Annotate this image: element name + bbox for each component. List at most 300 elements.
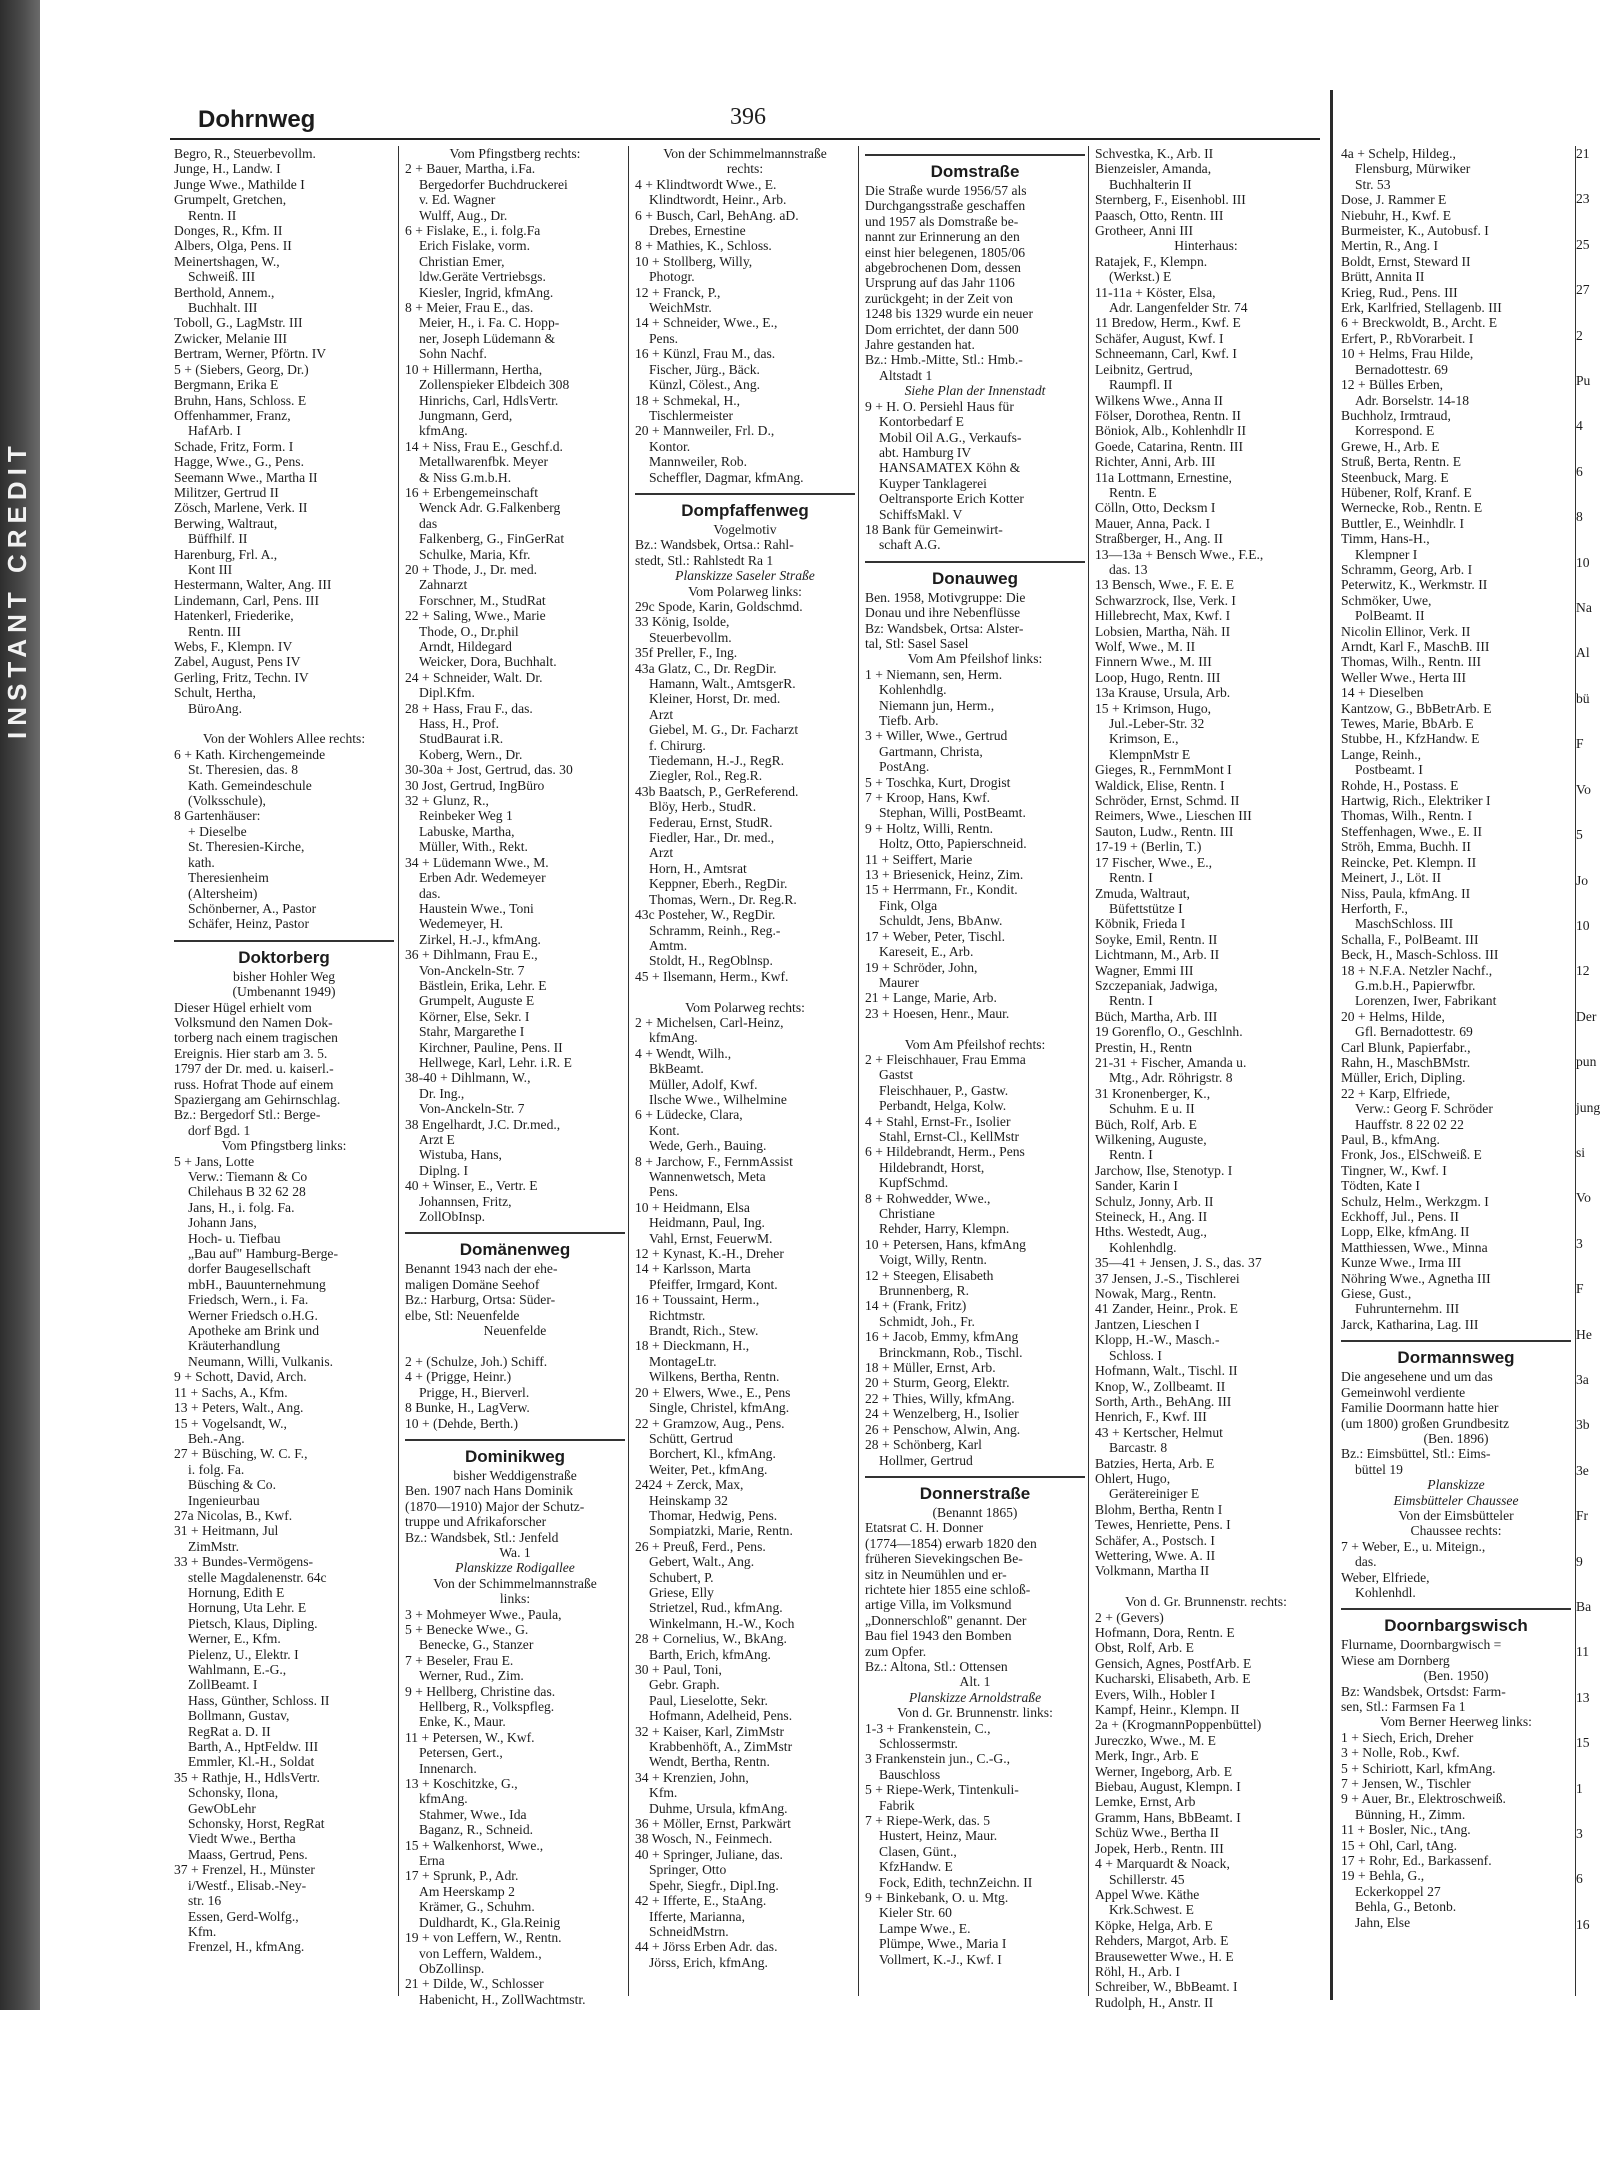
directory-line: Schubert, P. (649, 1569, 714, 1585)
edge-fragment: Der (1576, 1008, 1597, 1024)
directory-line: 20 + Thode, J., Dr. med. (405, 561, 538, 577)
edge-fragment: 3 (1576, 1235, 1583, 1251)
listing-columns (170, 146, 1320, 2010)
directory-line: Bz.: Hmb.-Mitte, Stl.: Hmb.- (865, 352, 1023, 368)
directory-line: artige Villa, im Volksmund (865, 1597, 1012, 1613)
directory-line: Wolf, Wwe., M. II (1095, 639, 1196, 654)
directory-line: Klopp, H.-W., Masch.- (1095, 1332, 1220, 1348)
directory-line: + Dieselbe (188, 823, 247, 839)
directory-line: 28 + Hass, Frau F., das. (405, 700, 533, 716)
edge-fragment: 15 (1576, 1735, 1590, 1751)
directory-line: Stubbe, H., KfzHandw. E (1341, 731, 1480, 747)
directory-line: Schulke, Maria, Kfr. (419, 546, 531, 562)
directory-line: KlempnMstr E (1109, 746, 1191, 762)
directory-line: 18 + Schmekal, H., (635, 392, 741, 408)
edge-fragment: 6 (1576, 1871, 1583, 1887)
directory-line: 29c Spode, Karin, Goldschmd. (635, 598, 803, 614)
directory-line: Giebel, M. G., Dr. Facharzt (649, 722, 799, 738)
directory-line: Klempner I (1355, 546, 1418, 562)
directory-line: stelle Magdalenenstr. 64c (188, 1569, 327, 1585)
directory-line: Cölln, Otto, Decksm I (1095, 500, 1216, 516)
directory-line: ObZollinsp. (419, 1960, 485, 1976)
directory-line: Erfert, P., RbVorarbeit. I (1341, 330, 1474, 346)
directory-line: Schloss. I (1109, 1347, 1162, 1363)
directory-line: Richtmstr. (649, 1307, 706, 1323)
directory-line: Appel Wwe. Käthe (1095, 1886, 1200, 1902)
directory-line: Schalla, F., PolBeamt. III (1341, 931, 1479, 947)
directory-line: Kampf, Heinr., Klempn. II (1095, 1702, 1240, 1718)
directory-line: Lindemann, Carl, Pens. III (174, 592, 319, 608)
directory-line: 36 + Dihlmann, Frau E., (405, 947, 538, 963)
directory-line: Krimson, E., (1109, 731, 1179, 747)
directory-line: Mannweiler, Rob. (649, 454, 747, 470)
directory-line: Schillerstr. 45 (1109, 1871, 1185, 1887)
directory-line: Albers, Olga, Pens. II (174, 238, 292, 254)
directory-line: Böniok, Alb., Kohlenhdlr II (1095, 423, 1247, 439)
directory-line: 43b Baatsch, P., GerReferend. (635, 783, 799, 799)
directory-line: 1797 der Dr. med. u. kaiserl.- (174, 1061, 334, 1077)
directory-line: Finnern Wwe., M. III (1095, 654, 1212, 670)
edge-fragment: 10 (1576, 554, 1590, 570)
directory-line: 30 Jost, Gertrud, IngBüro (405, 777, 545, 793)
directory-line: Horn, H., Amtsrat (649, 860, 747, 876)
directory-line: Emmler, Kl.-H., Soldat (188, 1754, 315, 1770)
directory-line: 7 + Riepe-Werk, das. 5 (865, 1813, 991, 1829)
directory-line: 14 + Karlsson, Marta (635, 1261, 751, 1277)
directory-line: Blöy, Herb., StudR. (649, 799, 757, 815)
directory-line: Maurer (879, 974, 920, 990)
directory-line: Schneemann, Carl, Kwf. I (1095, 346, 1237, 362)
directory-line: elbe, Stl: Neuenfelde (405, 1307, 520, 1323)
directory-line: Schönberner, A., Pastor (188, 900, 317, 916)
directory-line: „Donnerschloß" genannt. Der (865, 1612, 1027, 1628)
directory-line: 17 Fischer, Wwe., E., (1095, 854, 1212, 870)
directory-line: Werner Friedsch o.H.G. (188, 1307, 318, 1323)
directory-line: Jörss, Erich, kfmAng. (649, 1954, 768, 1970)
directory-line: St. Theresien-Kirche, (188, 839, 305, 855)
directory-line: Timm, Hans-H., (1341, 531, 1430, 547)
directory-line: Benecke, G., Stanzer (419, 1637, 534, 1653)
directory-line: Lichtmann, M., Arb. II (1095, 947, 1220, 963)
listing-column-5 (1088, 146, 1321, 2010)
directory-line: Büch, Rolf, Arb. E (1095, 1116, 1197, 1132)
directory-line: tal, Stl: Sasel Sasel (865, 635, 969, 651)
directory-line: i. folg. Fa. (188, 1461, 245, 1477)
directory-line: 41 Zander, Heinr., Prok. E (1095, 1301, 1238, 1317)
directory-line: einst hier belegenen, 1805/06 (865, 244, 1026, 260)
directory-line: 31 Kronenberger, K., (1095, 1085, 1211, 1101)
directory-line: 17-19 + (Berlin, T.) (1095, 839, 1202, 855)
directory-line: Thomas, Wilh., Rentn. III (1341, 654, 1482, 670)
directory-line: Planskizze Rodigallee (455, 1560, 575, 1576)
directory-line: Schulz, Helm., Werkzgm. I (1341, 1193, 1489, 1209)
directory-line: Bz.: Wandsbek, Stl.: Jenfeld (405, 1529, 559, 1545)
directory-line: Essen, Gerd-Wolfg., (188, 1908, 299, 1924)
directory-line: Sauton, Ludw., Rentn. III (1095, 823, 1234, 839)
directory-line: (Umbenannt 1949) (232, 984, 336, 1000)
directory-line: 16 + Künzl, Frau M., das. (635, 346, 776, 362)
directory-line: 9 + Binkebank, O. u. Mtg. (865, 1890, 1009, 1906)
directory-line: Oeltransporte Erich Kotter (879, 491, 1024, 507)
directory-line: Meinertshagen, W., (174, 253, 280, 269)
directory-line: Rahn, H., MaschBMstr. (1341, 1054, 1471, 1070)
directory-line: Jul.-Leber-Str. 32 (1109, 716, 1205, 732)
directory-line: str. 16 (188, 1893, 222, 1909)
directory-line: ZollObInsp. (419, 1209, 486, 1225)
edge-fragment: Vo (1576, 1190, 1591, 1206)
directory-line: Gerling, Fritz, Techn. IV (174, 669, 309, 685)
directory-line: Rehder, Harry, Klempn. (879, 1221, 1010, 1237)
directory-line: Lampe Wwe., E. (879, 1920, 971, 1936)
directory-line: Henrich, F., Kwf. III (1095, 1409, 1207, 1425)
directory-line: Kunze Wwe., Irma III (1341, 1255, 1462, 1271)
directory-line: Haustein Wwe., Toni (419, 900, 534, 916)
directory-line: 9 + Schott, David, Arch. (174, 1369, 307, 1385)
directory-line: Barcastr. 8 (1109, 1440, 1168, 1456)
directory-line: 7 + Jensen, W., Tischler (1341, 1776, 1471, 1792)
directory-line: Militzer, Gertrud II (174, 484, 279, 500)
directory-line: Biebau, August, Klempn. I (1095, 1779, 1241, 1795)
directory-line: Von der Schimmelmannstraße (433, 1575, 597, 1591)
directory-line: Rudolph, H., Anstr. II (1095, 1994, 1214, 2010)
directory-line: Fink, Olga (879, 897, 938, 913)
directory-line: Dieser Hügel erhielt vom (174, 999, 312, 1015)
directory-line: Tewes, Marie, BbArb. E (1341, 716, 1474, 732)
directory-line: Werner, Ingeborg, Arb. E (1095, 1763, 1233, 1779)
directory-line: SchiffsMakl. V (879, 506, 963, 522)
directory-line: Apotheke am Brink und (188, 1323, 320, 1339)
directory-line: 32 + Glunz, R., (405, 793, 489, 809)
directory-line: 19 + Schröder, John, (865, 959, 978, 975)
directory-line: Voigt, Willy, Rentn. (879, 1252, 987, 1268)
directory-line: Postbeamt. I (1355, 762, 1423, 778)
directory-line: Verw.: Tiemann & Co (188, 1169, 308, 1184)
directory-line: russ. Hofrat Thode auf einem (174, 1076, 334, 1092)
directory-line: 15 + Krimson, Hugo, (1095, 700, 1212, 716)
directory-line: Mtg., Adr. Röhrigstr. 8 (1109, 1070, 1233, 1086)
directory-line: Vom Pfingstberg rechts: (449, 146, 581, 161)
directory-line: 36 + Möller, Ernst, Parkwärt (635, 1816, 791, 1832)
directory-line: 12 + Franck, P., (635, 284, 721, 300)
directory-line: Ratajek, F., Klempn. (1095, 253, 1208, 269)
directory-line: Johann Jans, (188, 1215, 257, 1231)
directory-line: Jopek, Herb., Rentn. III (1095, 1840, 1224, 1856)
directory-line: Lange, Reinh., (1341, 746, 1422, 762)
directory-line: Harenburg, Frl. A., (174, 546, 278, 562)
directory-line: Zahnarzt (419, 577, 468, 593)
directory-line: Müller, Adolf, Kwf. (649, 1076, 758, 1092)
directory-line: Arzt (649, 706, 674, 722)
edge-fragment: Jo (1576, 872, 1589, 888)
directory-line: Hauffstr. 8 22 02 22 (1355, 1116, 1464, 1132)
directory-line: 42 + Ifferte, E., StaAng. (635, 1893, 767, 1909)
directory-line: Röhl, H., Arb. I (1095, 1963, 1180, 1979)
edge-fragment: bü (1576, 690, 1590, 706)
directory-line: & Niss G.m.b.H. (419, 469, 512, 485)
directory-line: Hornung, Uta Lehr. E (188, 1600, 307, 1616)
directory-line: Kont. (649, 1122, 680, 1138)
street-heading: Dominikweg (405, 1439, 625, 1466)
directory-line: Pens. (649, 330, 679, 346)
directory-line: Plümpe, Wwe., Maria I (879, 1936, 1007, 1952)
directory-line: Fiedler, Har., Dr. med., (649, 830, 775, 846)
directory-line: 28 + Cornelius, W., BkAng. (635, 1631, 787, 1647)
edge-fragment: 8 (1576, 509, 1583, 525)
directory-line: Krk.Schwest. E (1109, 1902, 1194, 1918)
directory-line: 30 + Paul, Toni, (635, 1662, 722, 1677)
directory-line: 20 + Helms, Hilde, (1341, 1008, 1445, 1024)
directory-line: Dipl.Kfm. (419, 685, 475, 701)
directory-line: Bz.: Wandsbek, Ortsa.: Rahl- (635, 537, 794, 553)
directory-line: Hillebrecht, Max, Kwf. I (1095, 608, 1231, 624)
listing-column-1 (170, 146, 398, 1996)
directory-line: Thomas, Wilh., Rentn. I (1341, 808, 1472, 824)
directory-line: 33 König, Isolde, (635, 614, 730, 630)
directory-line: 43c Posteher, W., RegDir. (635, 907, 776, 923)
directory-line: Innenarch. (419, 1760, 477, 1776)
directory-line: Brandt, Rich., Stew. (649, 1323, 759, 1339)
directory-line: 1248 bis 1329 wurde ein neuer (865, 306, 1033, 322)
directory-line: (Werkst.) E (1109, 269, 1172, 285)
directory-line: Gemeinwohl verdiente (1341, 1384, 1466, 1400)
directory-line: Dose, J. Rammer E (1341, 192, 1447, 208)
directory-line: 13 + Koschitzke, G., (405, 1776, 518, 1792)
directory-line: Viedt Wwe., Bertha (188, 1831, 296, 1847)
directory-line: früheren Sievekingschen Be- (865, 1551, 1023, 1567)
directory-line: 16 + Erbengemeinschaft (405, 484, 538, 500)
directory-line: Gerätereiniger E (1109, 1486, 1200, 1502)
directory-line: Volkmann, Martha II (1095, 1563, 1210, 1579)
directory-line: Ben. 1907 nach Hans Dominik (405, 1483, 574, 1499)
directory-line: Neuenfelde (483, 1323, 547, 1339)
directory-line: Hellwege, Karl, Lehr. i.R. E (419, 1054, 572, 1070)
directory-line: Knop, W., Zollbeamt. II (1095, 1378, 1226, 1394)
directory-line: Von der Wohlers Allee rechts: (202, 731, 366, 747)
directory-line: Büch, Martha, Arb. III (1095, 1008, 1218, 1024)
directory-line: Wistuba, Hans, (419, 1147, 502, 1163)
directory-line: Buttler, E., Weinhdlr. I (1341, 515, 1465, 531)
directory-line: Prigge, H., Bierverl. (419, 1384, 530, 1400)
directory-line: 35f Preller, F., Ing. (635, 645, 738, 661)
directory-line (1095, 1579, 1317, 1594)
directory-line: Fölser, Dorothea, Rentn. II (1095, 407, 1241, 423)
directory-line: 27 + Büsching, W. C. F., (174, 1446, 308, 1462)
directory-line: Altstadt 1 (879, 367, 933, 383)
adjacent-page-fragment (1330, 90, 1603, 2000)
directory-line: Berwing, Waltraut, (174, 515, 278, 531)
directory-line: Ingenieurbau (188, 1492, 260, 1508)
directory-line: abt. Hamburg IV (879, 444, 972, 460)
directory-line: 20 + Mannweiler, Frl. D., (635, 423, 775, 439)
edge-fragment: 6 (1576, 463, 1583, 479)
directory-line: 5 + Schiriott, Karl, kfmAng. (1341, 1760, 1496, 1776)
directory-line: Blohm, Bertha, Rentn I (1095, 1501, 1223, 1517)
directory-line: Schröder, Ernst, Schmd. II (1095, 793, 1240, 809)
directory-line: Erich Fislake, vorm. (419, 238, 530, 254)
directory-line: 2 + Bauer, Martha, i.Fa. (405, 161, 536, 177)
directory-line: Rentn. I (1109, 870, 1153, 886)
directory-line: Behla, G., Betonb. (1355, 1899, 1457, 1915)
directory-line: Bergedorfer Buchdruckerei (419, 176, 568, 192)
directory-line: 14 + Schneider, Wwe., E., (635, 315, 778, 331)
directory-line: Körner, Else, Sekr. I (419, 1008, 530, 1024)
listing-column-4 (858, 146, 1089, 1996)
edge-fragment: Vo (1576, 781, 1591, 797)
directory-line: Arndt, Hildegard (419, 639, 512, 654)
directory-line: Hildebrandt, Horst, (879, 1159, 985, 1175)
directory-line: Hagge, Wwe., G., Pens. (174, 454, 304, 470)
directory-line: Bz.: Harburg, Ortsa: Süder- (405, 1292, 556, 1308)
directory-line: Rentn. I (1109, 993, 1153, 1009)
directory-line: 20 + Elwers, Wwe., E., Pens (635, 1384, 791, 1400)
directory-line: 4 + (Prigge, Heinr.) (405, 1369, 512, 1385)
directory-line: 2a + (KrogmannPoppenbüttel) (1095, 1717, 1262, 1733)
directory-line: kfmAng. (649, 1030, 698, 1046)
directory-line: sitz in Neumühlen und er- (865, 1566, 1007, 1582)
directory-line: Weicker, Dora, Buchhalt. (419, 654, 557, 670)
directory-line: Bergmann, Erika E (174, 377, 279, 393)
directory-line: Schulz, Jonny, Arb. II (1095, 1193, 1214, 1209)
directory-line: Eckhoff, Jul., Pens. II (1341, 1209, 1459, 1225)
directory-line: Hollmer, Gertrud (879, 1452, 973, 1468)
directory-line: das. 13 (1109, 561, 1148, 577)
directory-line: Springer, Otto (649, 1862, 727, 1878)
directory-line: Heinskamp 32 (649, 1492, 728, 1508)
directory-line: Thode, O., Dr.phil (419, 623, 519, 639)
directory-line: Niebuhr, H., Kwf. E (1341, 207, 1452, 223)
directory-line: Von-Anckeln-Str. 7 (419, 1101, 525, 1117)
directory-line: Matthiessen, Wwe., Minna (1341, 1239, 1488, 1255)
directory-line: Ereignis. Hier starb am 3. 5. (174, 1045, 328, 1061)
directory-line: Bz: Wandsbek, Ortsdst: Farm- (1341, 1683, 1506, 1699)
directory-line: Wettering, Wwe. A. II (1095, 1547, 1216, 1563)
directory-line: zum Opfer. (865, 1643, 927, 1659)
directory-line: Grewe, H., Arb. E (1341, 438, 1440, 454)
directory-line: Durchgangsstraße geschaffen (865, 198, 1026, 214)
directory-line: Bertram, Werner, Pförtn. IV (174, 346, 327, 362)
directory-line: Ohlert, Hugo, (1095, 1470, 1171, 1486)
directory-line: 31 + Heitmann, Jul (174, 1523, 279, 1539)
directory-line: Sompiatzki, Marie, Rentn. (649, 1523, 793, 1539)
directory-line: Hofmann, Walt., Tischl. II (1095, 1363, 1238, 1379)
directory-line: Büsching & Co. (188, 1477, 276, 1493)
directory-line: 2424 + Zerck, Max, (635, 1477, 744, 1493)
edge-fragment: Na (1576, 600, 1592, 616)
directory-line: Fock, Edith, technZeichn. II (879, 1874, 1033, 1890)
directory-line: Carl Blunk, Papierfabr., (1341, 1039, 1471, 1055)
edge-fragment: F (1576, 1281, 1584, 1297)
directory-line: Weiter, Pet., kfmAng. (649, 1461, 768, 1477)
directory-line: Bau fiel 1943 den Bomben (865, 1628, 1012, 1644)
directory-line: Burmeister, K., Autobusf. I (1341, 223, 1489, 239)
directory-line: Griese, Elly (649, 1584, 714, 1600)
directory-line: 18 Bank für Gemeinwirt- (865, 521, 1003, 537)
directory-line: Kontor. (649, 438, 691, 454)
directory-line: kath. (188, 854, 215, 870)
directory-line: Lemke, Ernst, Arb (1095, 1794, 1196, 1810)
directory-line: bisher Hohler Weg (232, 968, 336, 984)
directory-line: Kfm. (188, 1923, 217, 1939)
directory-line: Rentn. III (188, 623, 241, 639)
directory-line: 37 + Frenzel, H., Münster (174, 1862, 315, 1878)
directory-line: 19 Gorenflo, O., Geschlnh. (1095, 1024, 1243, 1040)
directory-line: Straßberger, H., Ang. II (1095, 531, 1223, 547)
directory-line: Grumpelt, Auguste E (419, 993, 535, 1009)
directory-line: Dom errichtet, der dann 500 (865, 321, 1019, 337)
directory-line: Kareseit, E., Arb. (879, 944, 974, 960)
directory-line: 21 + Dilde, W., Schlosser (405, 1976, 544, 1992)
directory-line: Duldhardt, K., Gla.Reinig (419, 1914, 561, 1930)
directory-line: Vogelmotiv (713, 521, 777, 537)
directory-line: Reimers, Wwe., Lieschen III (1095, 808, 1252, 824)
directory-line: Erna (419, 1853, 445, 1869)
directory-line: Kantzow, G., BbBetrArb. E (1341, 700, 1492, 716)
directory-line: Künzl, Cölest., Ang. (649, 377, 761, 393)
edge-fragment: Al (1576, 645, 1590, 661)
directory-line: 17 + Weber, Peter, Tischl. (865, 928, 1006, 944)
directory-line: 22 + Saling, Wwe., Marie (405, 608, 546, 624)
directory-line: KupfSchmd. (879, 1175, 949, 1191)
directory-line: Steffenhagen, Wwe., E. II (1341, 823, 1483, 839)
directory-line: Hellberg, R., Volkspfleg. (419, 1699, 555, 1714)
directory-line: das. (1355, 1554, 1377, 1570)
directory-line: 5 + (Siebers, Georg, Dr.) (174, 361, 309, 377)
directory-line: Richter, Anni, Arb. III (1095, 454, 1216, 470)
directory-line: Hths. Westedt, Aug., (1095, 1224, 1207, 1240)
directory-line: 43 + Kertscher, Helmut (1095, 1424, 1223, 1440)
directory-line: Die Straße wurde 1956/57 als (865, 183, 1027, 198)
directory-line: ner, Joseph Lüdemann & (419, 330, 556, 346)
edge-fragment: 5 (1576, 827, 1583, 843)
directory-line: 2 + Fleischhauer, Frau Emma (865, 1051, 1026, 1067)
directory-line: i/Westf., Elisab.-Ney- (188, 1877, 307, 1893)
directory-line: 11 Bredow, Herm., Kwf. E (1095, 315, 1241, 331)
directory-line: RegRat a. D. II (188, 1723, 271, 1739)
directory-line: Stahl, Ernst-Cl., KellMstr (879, 1128, 1020, 1144)
directory-line: Batzies, Herta, Arb. E (1095, 1455, 1215, 1471)
directory-line: Fuhrunternehm. III (1355, 1301, 1460, 1317)
directory-line: (Ben. 1896) (1423, 1430, 1489, 1446)
directory-line: Köbnik, Frieda I (1095, 916, 1186, 932)
directory-line: SchneidMstrn. (649, 1923, 729, 1939)
directory-line: 1 + Siech, Erich, Dreher (1341, 1729, 1474, 1745)
directory-line: Single, Christel, kfmAng. (649, 1400, 790, 1416)
directory-line: Toboll, G., LagMstr. III (174, 315, 303, 331)
edge-fragment: 25 (1576, 236, 1590, 252)
directory-line: Seemann Wwe., Martha II (174, 469, 318, 485)
directory-line: Vom Am Pfeilshof rechts: (904, 1036, 1046, 1052)
edge-fragment: He (1576, 1326, 1592, 1342)
directory-line: 15 + Herrmann, Fr., Kondit. (865, 882, 1018, 898)
directory-line: 8 + Rohwedder, Wwe., (865, 1190, 991, 1206)
directory-line: 27a Nicolas, B., Kwf. (174, 1507, 293, 1523)
directory-line: ZollBeamt. I (188, 1677, 258, 1693)
directory-line: 9 + Holtz, Willi, Rentn. (865, 820, 994, 836)
directory-line: Niemann jun, Herm., (879, 697, 995, 713)
directory-line: G.m.b.H., Papierwfbr. (1355, 977, 1476, 993)
directory-line: (1774—1854) erwarb 1820 den (865, 1535, 1037, 1551)
directory-line: 8 Gartenhäuser: (174, 808, 261, 824)
directory-line: Stephan, Willi, PostBeamt. (879, 805, 1026, 821)
directory-line: 35 + Rathje, H., HdlsVertr. (174, 1769, 320, 1785)
directory-line: Rohde, H., Postass. E (1341, 777, 1459, 793)
directory-line: Waldick, Elise, Rentn. I (1095, 777, 1225, 793)
directory-line: Erk, Karlfried, Stellagenb. III (1341, 300, 1502, 316)
directory-line: Stahmer, Wwe., Ida (419, 1806, 527, 1822)
directory-line: Wenck Adr. G.Falkenberg (419, 500, 561, 516)
directory-line: Stoldt, H., RegOblnsp. (649, 953, 773, 969)
directory-line: Steineck, H., Ang. II (1095, 1209, 1208, 1225)
